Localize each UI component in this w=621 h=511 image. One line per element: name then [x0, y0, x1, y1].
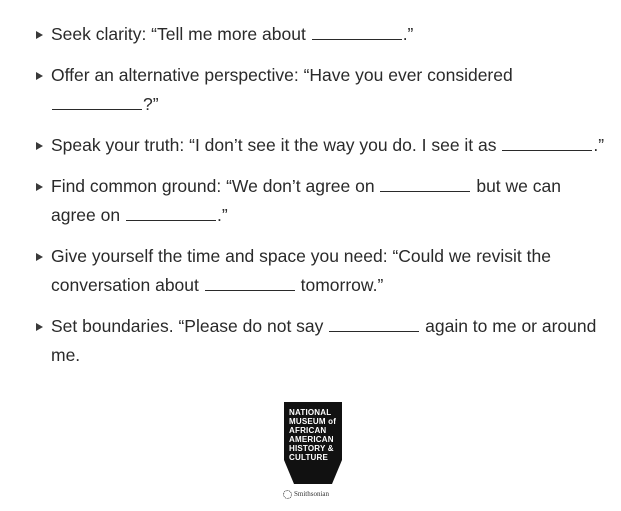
list-item [36, 131, 606, 160]
triangle-bullet-icon [36, 183, 43, 191]
item-text-before: Find common ground: “We don’t agree on [51, 176, 380, 196]
item-text-after: .” [402, 24, 414, 44]
list-item [36, 20, 606, 49]
item-text-middle: but we can agree on [51, 176, 561, 225]
logo-line: HISTORY & [289, 444, 334, 453]
item-text-before: Speak your truth: “I don’t see it the way you do. I see it as [51, 135, 502, 155]
museum-logo [280, 402, 348, 498]
triangle-bullet-icon [36, 72, 43, 80]
logo-line: MUSEUM of [289, 417, 337, 426]
fill-in-blank [126, 219, 216, 221]
item-text-before: Offer an alternative perspective: “Have you ever considered [51, 65, 513, 85]
list-item [36, 312, 606, 370]
triangle-bullet-icon [36, 142, 43, 150]
smithsonian-mark [283, 488, 353, 500]
tips-list [36, 20, 606, 382]
item-text-before: Give yourself the time and space you need: “Could we revisit the conversation about [51, 246, 551, 295]
logo-line: AFRICAN [289, 426, 327, 435]
triangle-bullet-icon [36, 253, 43, 261]
item-text-after: ?” [143, 94, 159, 114]
triangle-bullet-icon [36, 323, 43, 331]
list-item [36, 242, 606, 300]
triangle-bullet-icon [36, 31, 43, 39]
fill-in-blank [52, 108, 142, 110]
fill-in-blank [329, 330, 419, 332]
list-item [36, 172, 606, 230]
fill-in-blank [205, 289, 295, 291]
item-text-after: .” [216, 205, 228, 225]
item-text-before: Seek clarity: “Tell me more about [51, 24, 311, 44]
fill-in-blank [312, 38, 402, 40]
smithsonian-label: Smithsonian [294, 490, 330, 498]
item-text-after: again to me or around me. [51, 316, 597, 365]
item-text-after: .” [593, 135, 605, 155]
fill-in-blank [380, 190, 470, 192]
smithsonian-sun-icon [283, 490, 292, 499]
list-item [36, 61, 606, 119]
logo-line: NATIONAL [289, 408, 332, 417]
item-text-before: Set boundaries. “Please do not say [51, 316, 329, 336]
logo-text [289, 408, 341, 462]
item-text-after: tomorrow.” [295, 275, 384, 295]
logo-line: CULTURE [289, 453, 329, 462]
fill-in-blank [502, 149, 592, 151]
logo-line: AMERICAN [289, 435, 334, 444]
